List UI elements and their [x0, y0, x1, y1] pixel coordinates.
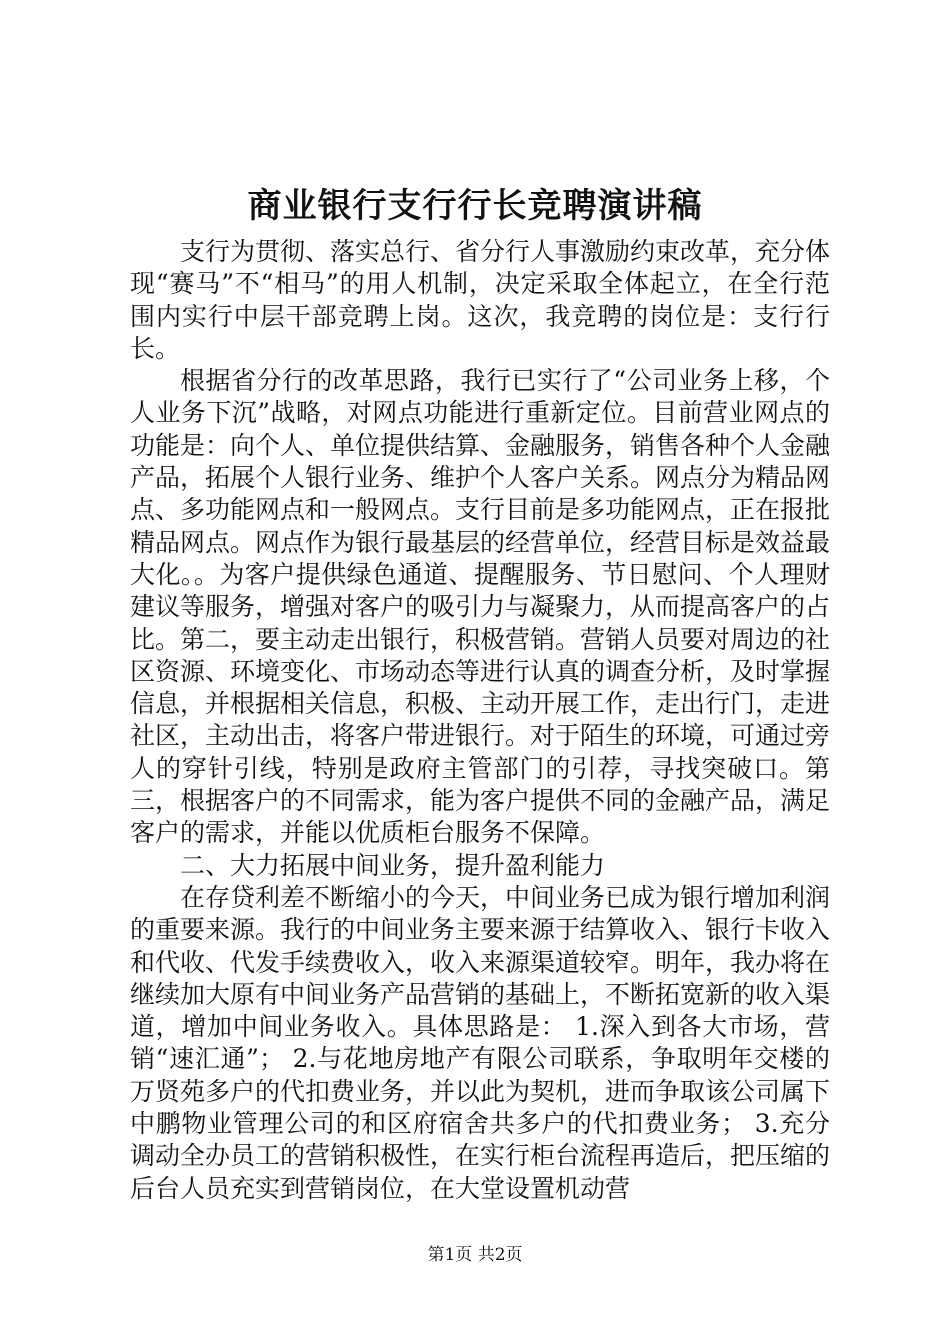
document-title: 商业银行支行行长竞聘演讲稿: [247, 186, 703, 226]
document-body: [130, 236, 830, 1205]
page-number: 第1页 共2页: [427, 1245, 523, 1265]
paragraph-intermediate-business: 在存贷利差不断缩小的今天，中间业务已成为银行增加利润的重要来源。我行的中间业务主要来源于结算收入、银行卡收入和代收、代发手续费收入，收入来源渠道较窄。明年，我办将在继续加大原有中间业务产品营销的基础上，不断拓宽新的收入渠道，增加中间业务收入。具体思路是： 1.深入到各大市场，营销“速汇通”； 2.与花地房地产有限公司联系，争取明年交楼的万贤苑多户的代扣费业务，并以此为契机，进而争取该公司属下中鹏物业管理公司的和区府宿舍共多户的代扣费业务； 3.充分调动全办员工的营销积极性，在实行柜台流程再造后，把压缩的后台人员充实到营销岗位，在大堂设置机动营: [130, 882, 831, 1203]
paragraph-reform: 根据省分行的改革思路，我行已实行了“公司业务上移，个人业务下沉”战略，对网点功能进行重新定位。目前营业网点的功能是：向个人、单位提供结算、金融服务，销售各种个人金融产品，拓展个人银行业务、维护个人客户关系。网点分为精品网点、多功能网点和一般网点。支行目前是多功能网点，正在报批精品网点。网点作为银行最基层的经营单位，经营目标是效益最大化。。为客户提供绿色通道、提醒服务、节日慰问、个人理财建议等服务，增强对客户的吸引力与凝聚力，从而提高客户的占比。第二，要主动走出银行，积极营销。营销人员要对周边的社区资源、环境变化、市场动态等进行认真的调查分析，及时掌握信息，并根据相关信息，积极、主动开展工作，走出行门，走进社区，主动出击，将客户带进银行。对于陌生的环境，可通过旁人的穿针引线，特别是政府主管部门的引荐，寻找突破口。第三，根据客户的不同需求，能为客户提供不同的金融产品，满足客户的需求，并能以优质柜台服务不保障。: [130, 366, 831, 848]
section-heading: 二、大力拓展中间业务，提升盈利能力: [180, 850, 606, 880]
paragraph-intro: 支行为贯彻、落实总行、省分行人事激励约束改革，充分体现“赛马”不“相马”的用人机制，决定采取全体起立，在全行范围内实行中层干部竞聘上岗。这次，我竞聘的岗位是：支行行长。: [130, 237, 831, 363]
